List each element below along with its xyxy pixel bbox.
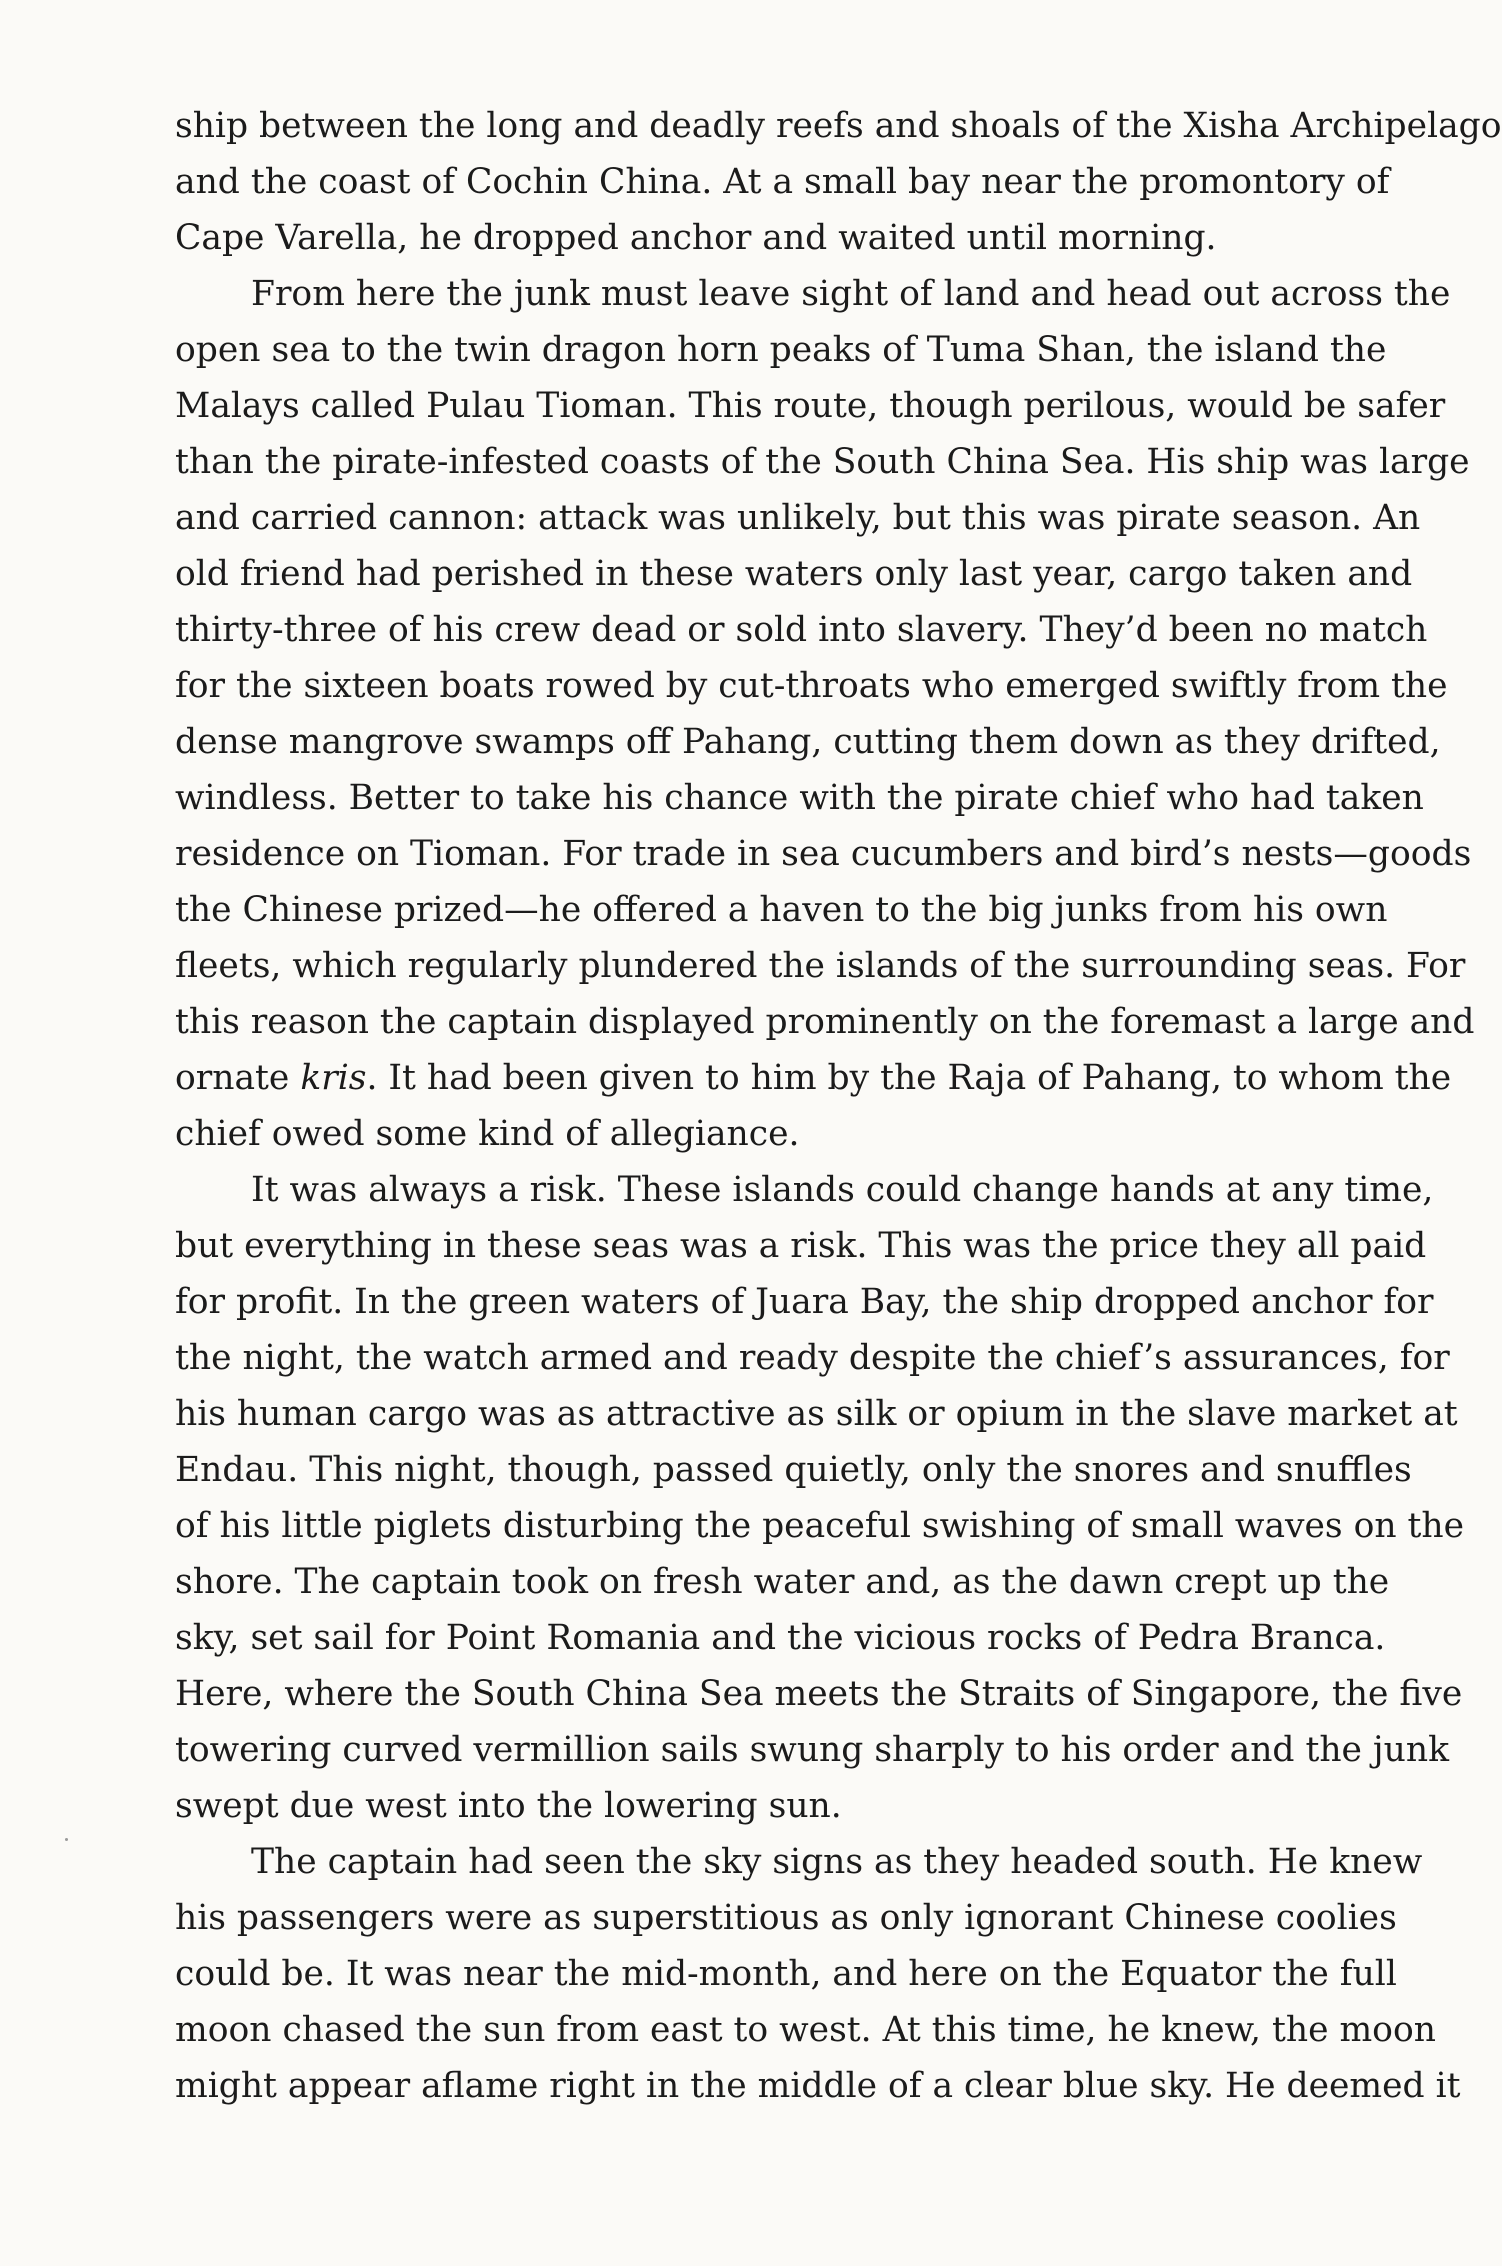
text-line: swept due west into the lowering sun. [175,1786,842,1826]
text-line: sky, set sail for Point Romania and the vicious rocks of Pedra Branca. [175,1618,1386,1658]
text-line: for the sixteen boats rowed by cut-throats who emerged swiftly from the [175,666,1448,706]
text-line: ship between the long and deadly reefs and shoals of the Xisha Archipelago [175,106,1502,146]
text-line: Endau. This night, though, passed quietly, only the snores and snuffles [175,1450,1412,1490]
text-line: Here, where the South China Sea meets the Straits of Singapore, the five [175,1674,1463,1714]
text-line: dense mangrove swamps off Pahang, cutting them down as they drifted, [175,722,1441,762]
text-line: windless. Better to take his chance with the pirate chief who had taken [175,778,1424,818]
text-line: for profit. In the green waters of Juara Bay, the ship dropped anchor for [175,1282,1434,1322]
text-line: residence on Tioman. For trade in sea cucumbers and bird’s nests—goods [175,834,1472,874]
text-line: It was always a risk. These islands could change hands at any time, [251,1170,1434,1210]
text-line: of his little piglets disturbing the peaceful swishing of small waves on the [175,1506,1465,1546]
text-line: The captain had seen the sky signs as they headed south. He knew [251,1842,1423,1882]
text-run: ornate [175,1058,301,1098]
text-line: and the coast of Cochin China. At a small bay near the promontory of [175,162,1390,202]
text-line: Cape Varella, he dropped anchor and waited until morning. [175,218,1217,258]
text-line: but everything in these seas was a risk. This was the price they all paid [175,1226,1427,1266]
text-line: From here the junk must leave sight of land and head out across the [251,274,1451,314]
text-line: this reason the captain displayed prominently on the foremast a large and [175,1002,1475,1042]
text-line: the Chinese prized—he offered a haven to the big junks from his own [175,890,1388,930]
text-line: than the pirate-infested coasts of the South China Sea. His ship was large [175,442,1470,482]
italic-word-kris: kris [300,1058,367,1098]
text-line: the night, the watch armed and ready despite the chief’s assurances, for [175,1338,1450,1378]
body-text [175,98,1502,2114]
text-line: open sea to the twin dragon horn peaks of Tuma Shan, the island the [175,330,1387,370]
text-line: old friend had perished in these waters only last year, cargo taken and [175,554,1413,594]
scan-speck [65,1838,68,1841]
text-line-with-italic [175,1050,1452,1106]
text-line: towering curved vermillion sails swung sharply to his order and the junk [175,1730,1449,1770]
text-line: could be. It was near the mid-month, and here on the Equator the full [175,1954,1397,1994]
text-line: his human cargo was as attractive as silk or opium in the slave market at [175,1394,1458,1434]
text-line: might appear aflame right in the middle of a clear blue sky. He deemed it [175,2066,1461,2106]
text-line: his passengers were as superstitious as only ignorant Chinese coolies [175,1898,1397,1938]
text-run: . It had been given to him by the Raja of Pahang, to whom the [366,1058,1452,1098]
text-line: moon chased the sun from east to west. At this time, he knew, the moon [175,2010,1436,2050]
text-line: and carried cannon: attack was unlikely, but this was pirate season. An [175,498,1421,538]
text-line: shore. The captain took on fresh water and, as the dawn crept up the [175,1562,1390,1602]
text-line: chief owed some kind of allegiance. [175,1114,800,1154]
text-line: thirty-three of his crew dead or sold into slavery. They’d been no match [175,610,1428,650]
text-line: Malays called Pulau Tioman. This route, though perilous, would be safer [175,386,1446,426]
text-line: fleets, which regularly plundered the islands of the surrounding seas. For [175,946,1466,986]
